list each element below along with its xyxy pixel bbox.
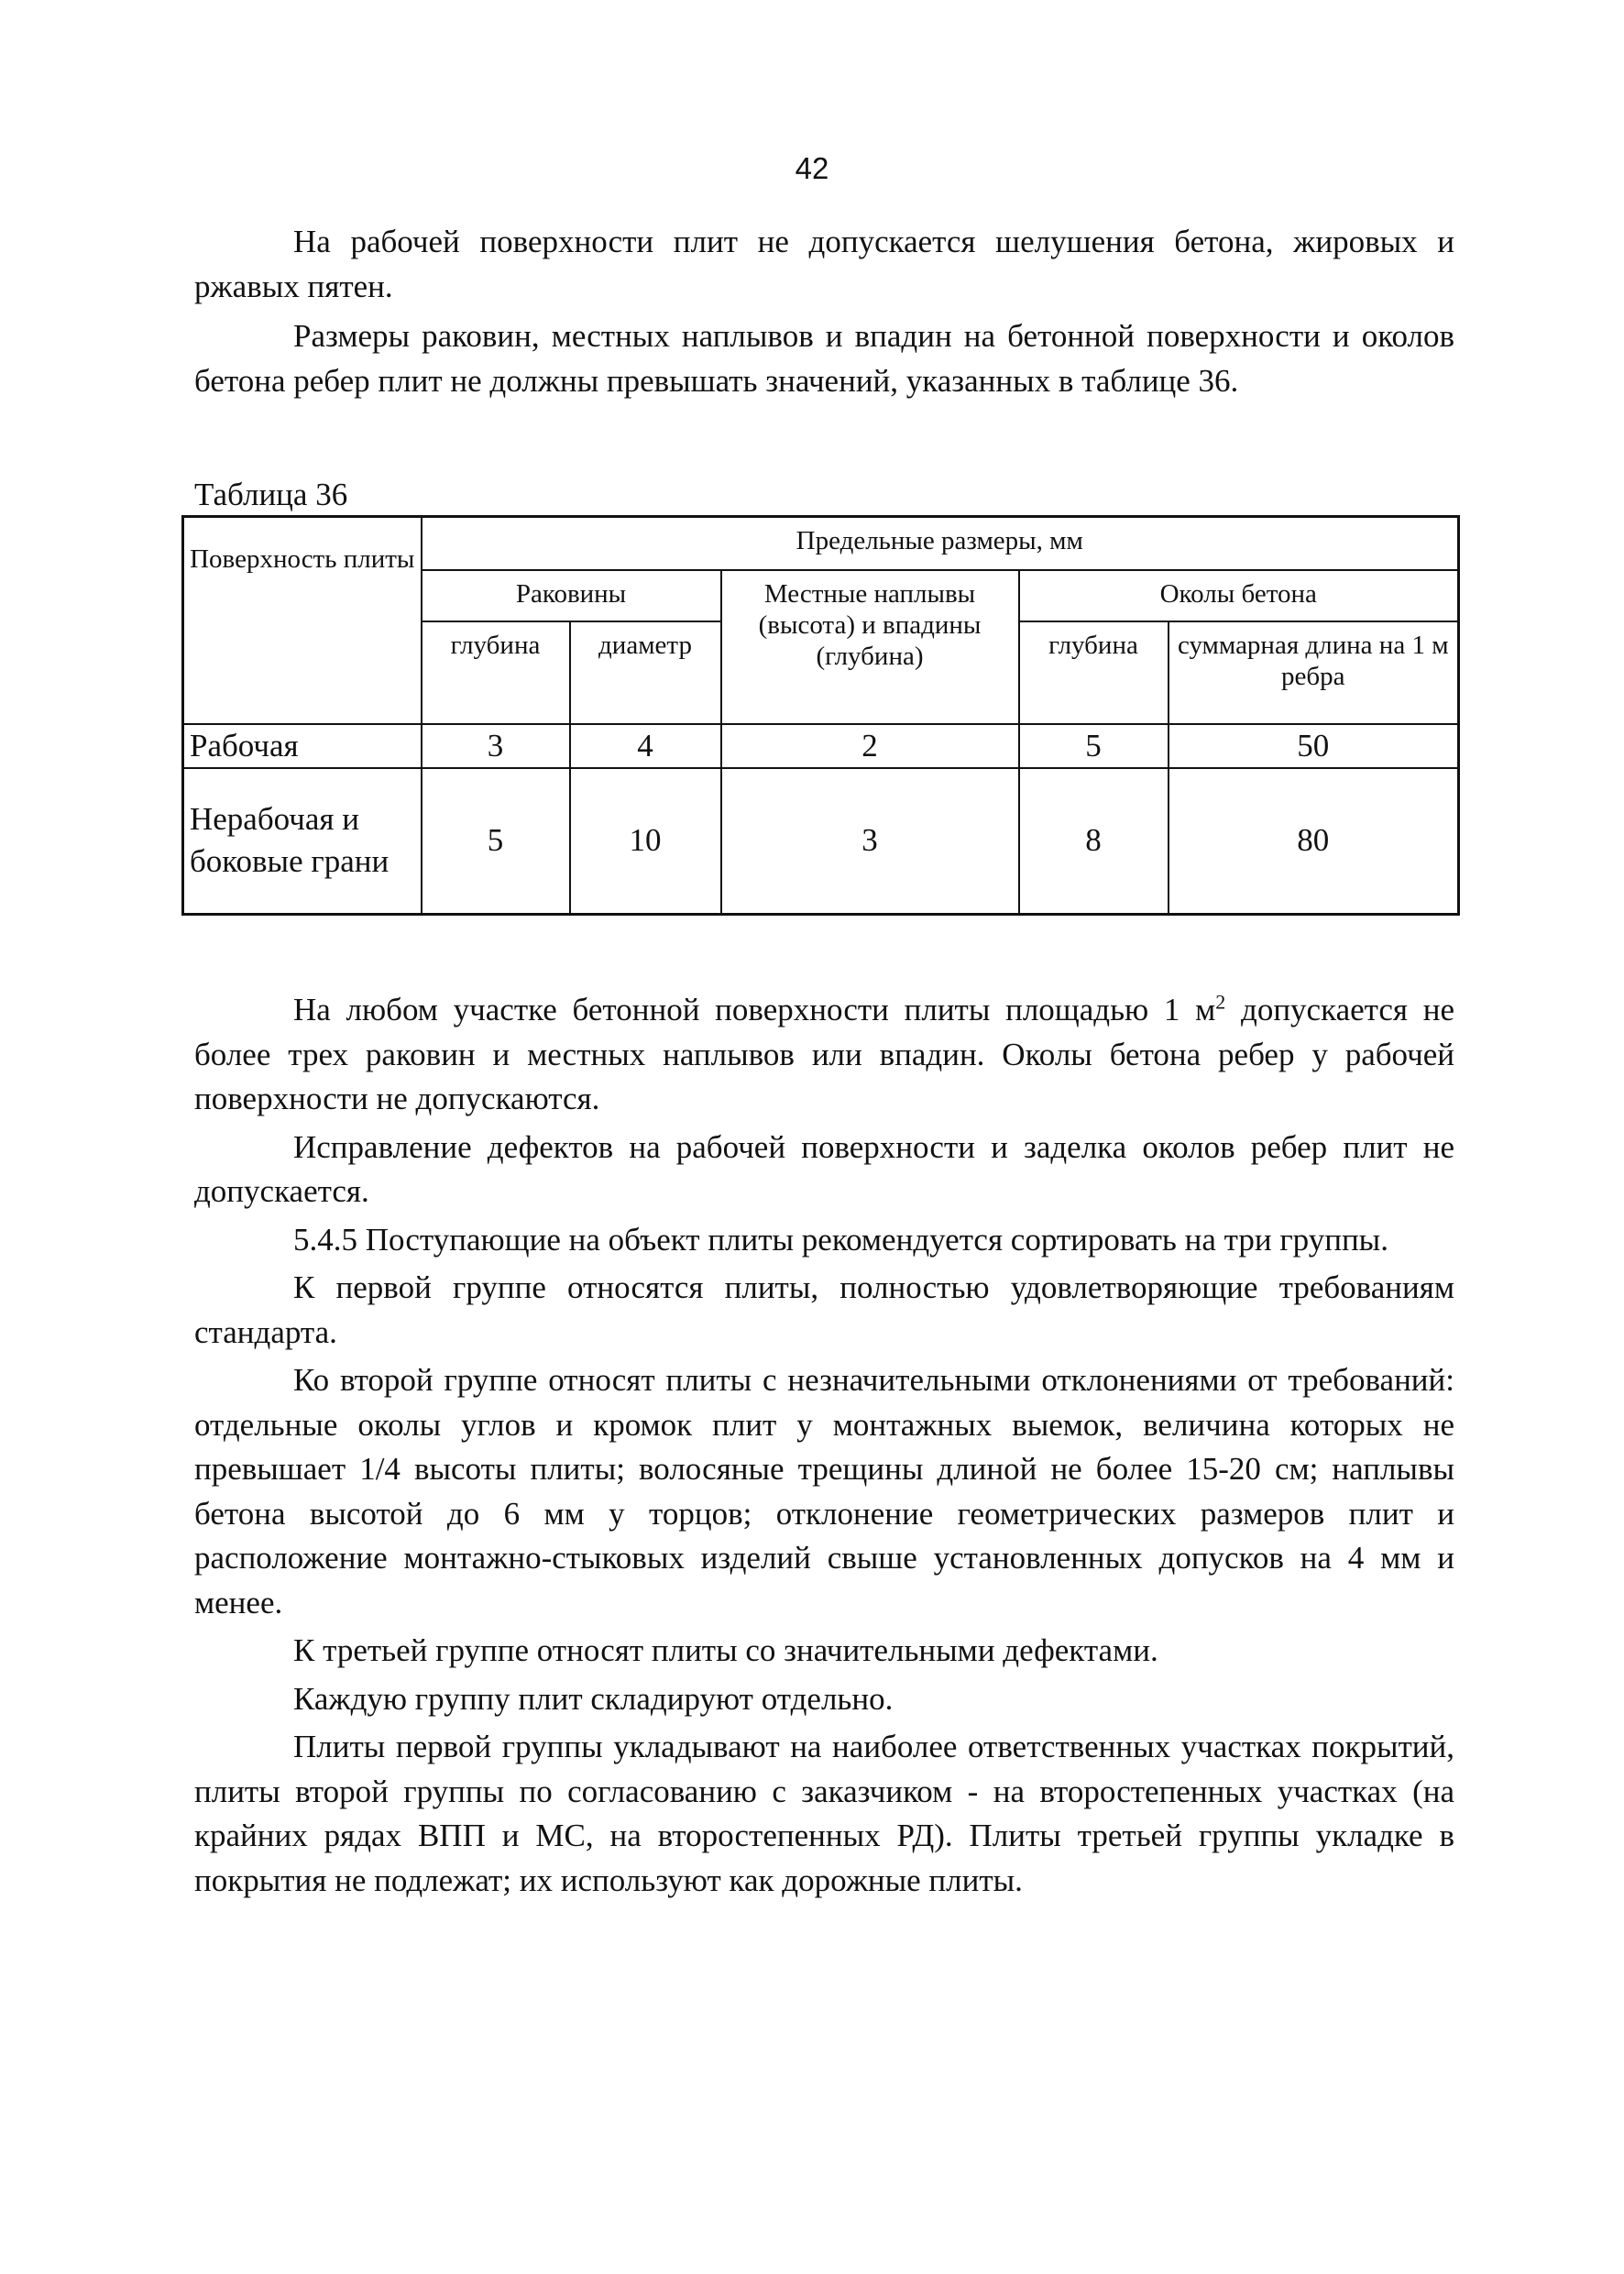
cell-cav-depth: 3 (422, 724, 570, 768)
cell-chip-length: 50 (1169, 724, 1459, 768)
paragraph: К первой группе относятся плиты, полностью удовлетворяющие требованиям стандарта. (194, 1269, 1454, 1350)
cell-surface: Нерабочая и боковые грани (183, 768, 422, 915)
header-chip-length: суммарная длина на 1 м ребра (1169, 621, 1459, 724)
header-chips: Околы бетона (1019, 570, 1459, 621)
header-surface: Поверхность плиты (183, 517, 422, 724)
area-superscript: 2 (1215, 990, 1226, 1014)
body-text (194, 988, 1454, 1903)
area-text-before: На любом участке бетонной поверхности плиты площадью 1 м (293, 992, 1216, 1027)
header-sags: Местные наплывы (высота) и впадины (глубина) (721, 570, 1019, 724)
paragraph: Ко второй группе относят плиты с незначительными отклонениями от требований: отдельные околы углов и кромок плит у монтажных выемок, величина которых не превышает 1/4 высоты плиты; волосяные трещины длиной не более 15-20 см; наплывы бетона высотой до 6 мм у торцов; отклонение геометрических размеров плит и расположение монтажно-стыковых изделий свыше установленных допусков на 4 мм и менее. (194, 1362, 1454, 1620)
cell-chip-depth: 8 (1019, 768, 1169, 915)
header-limits: Предельные размеры, мм (422, 517, 1459, 570)
paragraph: Исправление дефектов на рабочей поверхности и заделка околов ребер плит не допускается. (194, 1128, 1454, 1209)
paragraph: Размеры раковин, местных наплывов и впадин на бетонной поверхности и околов бетона ребер плит не должны превышать значений, указанных в таблице 36. (194, 318, 1454, 399)
cell-surface: Рабочая (183, 724, 422, 768)
cell-chip-depth: 5 (1019, 724, 1169, 768)
cell-sags: 2 (721, 724, 1019, 768)
paragraph: Каждую группу плит складируют отдельно. (293, 1680, 894, 1717)
paragraph: К третьей группе относят плиты со значительными дефектами. (293, 1632, 1158, 1668)
table-row (183, 768, 1459, 915)
cell-cav-depth: 5 (422, 768, 570, 915)
header-cav-depth: глубина (422, 621, 570, 724)
header-cav-diameter: диаметр (570, 621, 721, 724)
paragraph: 5.4.5 Поступающие на объект плиты рекомендуется сортировать на три группы. (293, 1221, 1388, 1258)
cell-chip-length: 80 (1169, 768, 1459, 915)
table-caption: Таблица 36 (194, 477, 348, 512)
area-text-after: допускается не более трех раковин и местных наплывов или впадин. Околы бетона ребер у рабочей поверхности не допускаются. (194, 992, 1454, 1116)
cell-cav-diameter: 4 (570, 724, 721, 768)
paragraph: На рабочей поверхности плит не допускается шелушения бетона, жировых и ржавых пятен. (194, 224, 1454, 304)
defects-table (181, 515, 1457, 916)
paragraph: Плиты первой группы укладывают на наиболее ответственных участках покрытий, плиты второй группы по согласованию с заказчиком - на второстепенных участках (на крайних рядах ВПП и МС, на второстепенных РД). Плиты третьей группы укладке в покрытия не подлежат; их используют как дорожные плиты. (194, 1729, 1454, 1898)
cell-cav-diameter: 10 (570, 768, 721, 915)
paragraph-area (194, 988, 1454, 1122)
intro-text (194, 220, 1454, 403)
table-row (183, 724, 1459, 768)
header-cavities: Раковины (422, 570, 721, 621)
header-chip-depth: глубина (1019, 621, 1169, 724)
page-number: 42 (795, 151, 829, 185)
cell-sags: 3 (721, 768, 1019, 915)
